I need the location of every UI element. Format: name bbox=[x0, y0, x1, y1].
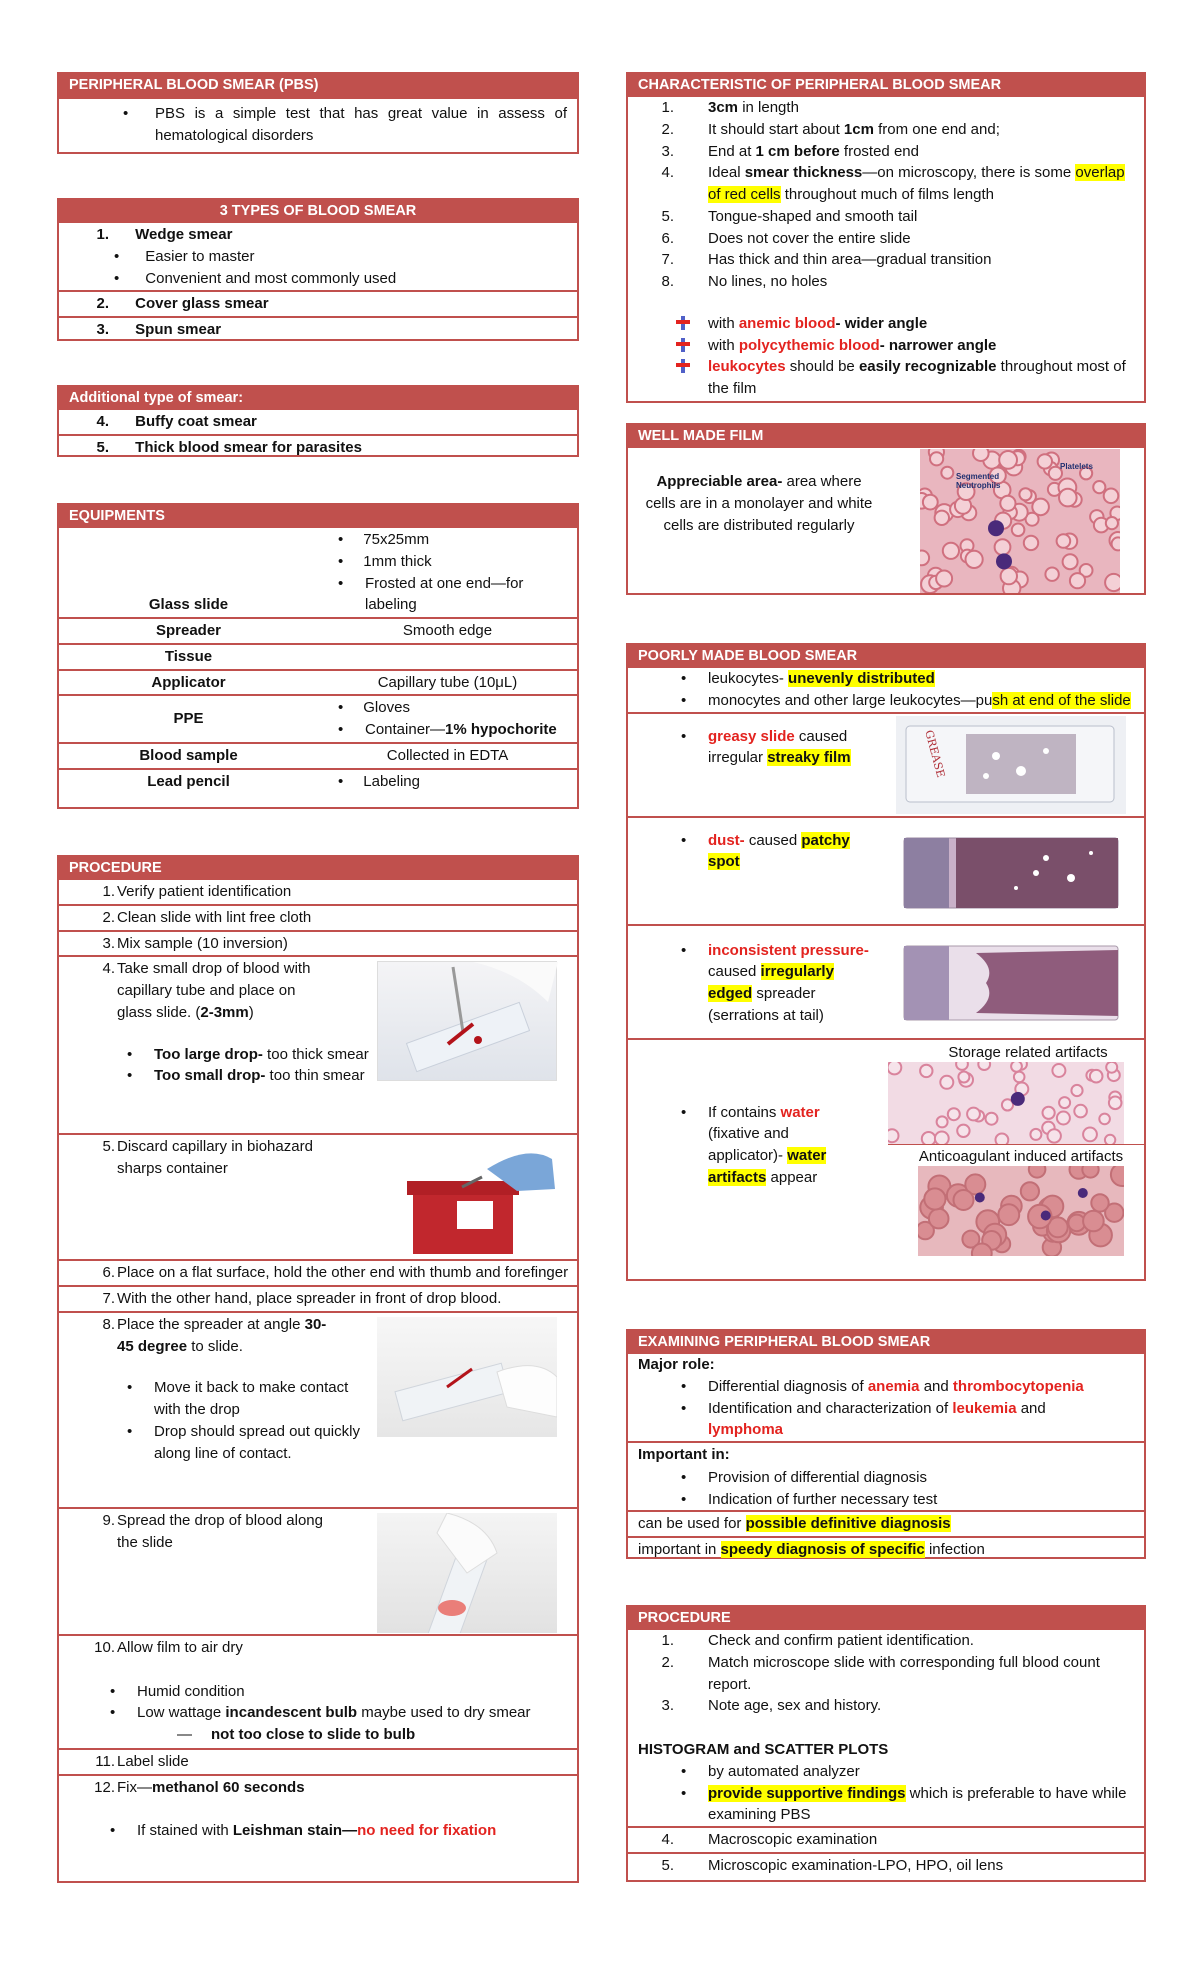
bullet-icon: • bbox=[681, 1399, 687, 1417]
procedure-step-8: 8. Place the spreader at angle 30-45 degree to slide. • Move it back to make contact with the drop • Drop should spread out quickly along line of contact. bbox=[59, 1311, 577, 1507]
histogram-item-2: • provide supportive findings which is preferable to have while examining PBS bbox=[681, 1784, 1127, 1824]
bullet-icon: • bbox=[110, 1682, 116, 1700]
red-blood-cell bbox=[1011, 1062, 1022, 1072]
histogram-item-1: • by automated analyzer bbox=[628, 1761, 1144, 1783]
red-blood-cell bbox=[978, 1062, 990, 1070]
angle-note-anemic: with anemic blood- wider angle bbox=[628, 313, 1144, 335]
equipment-row-tissue: Tissue bbox=[59, 644, 577, 670]
type-item-2: 2. Cover glass smear bbox=[59, 290, 577, 316]
red-blood-cell bbox=[930, 452, 943, 465]
red-blood-cell bbox=[1104, 489, 1119, 504]
red-blood-cell bbox=[1045, 568, 1058, 581]
red-blood-cell bbox=[1070, 573, 1085, 588]
red-blood-cell bbox=[924, 1188, 945, 1209]
red-blood-cell bbox=[1030, 1128, 1041, 1139]
poorly-item-uneven: • leukocytes- unevenly distributed bbox=[628, 668, 1144, 690]
red-blood-cell bbox=[1093, 481, 1105, 493]
red-blood-cell bbox=[922, 1132, 936, 1144]
blood-drop-photo bbox=[377, 961, 557, 1081]
red-blood-cell bbox=[935, 511, 949, 525]
pbs-section bbox=[57, 72, 579, 154]
equipment-row-lead-pencil: Lead pencil • Labeling bbox=[59, 769, 577, 794]
equipment-row-glass-slide: Glass slide • 75x25mm • 1mm thick • Frosted at one end—for labeling bbox=[148, 531, 524, 614]
red-blood-cell bbox=[986, 1112, 998, 1124]
additional-item-5: 5. Thick blood smear for parasites bbox=[59, 434, 577, 460]
bullet-icon: • bbox=[681, 1490, 687, 1508]
red-blood-cell bbox=[1105, 574, 1120, 591]
procedure-right-header: PROCEDURE bbox=[628, 1607, 1144, 1630]
procedure-step-1: 1. Verify patient identification bbox=[102, 883, 292, 901]
examining-header: EXAMINING PERIPHERAL BLOOD SMEAR bbox=[628, 1331, 1144, 1354]
equipment-row-ppe: PPE • Gloves • Container—1% hypochorite bbox=[59, 695, 577, 743]
additional-item-4: 4. Buffy coat smear bbox=[96, 413, 257, 431]
types-header: 3 TYPES OF BLOOD SMEAR bbox=[59, 200, 577, 223]
red-blood-cell bbox=[1074, 1104, 1087, 1117]
red-blood-cell bbox=[1071, 1084, 1082, 1095]
spread-drop-photo bbox=[377, 1513, 557, 1633]
pbs-header: PERIPHERAL BLOOD SMEAR (PBS) bbox=[59, 74, 577, 97]
procedure-right-step-3: 3. Note age, sex and history. bbox=[661, 1697, 882, 1715]
spreader-angle-photo bbox=[377, 1317, 557, 1437]
red-blood-cell bbox=[995, 539, 1011, 555]
white-blood-cell bbox=[1041, 1210, 1051, 1220]
red-blood-cell bbox=[888, 1062, 901, 1074]
bullet-icon: • bbox=[681, 831, 687, 849]
red-blood-cell bbox=[940, 1075, 953, 1088]
appreciable-area-text: Appreciable area- area where cells are in a monolayer and white cells are distributed regularly bbox=[645, 473, 873, 534]
major-role-label: Major role: bbox=[638, 1356, 715, 1374]
storage-artifacts-caption: Storage related artifacts bbox=[948, 1043, 1108, 1061]
sharps-container-illustration bbox=[377, 1139, 557, 1257]
red-blood-cell bbox=[1012, 524, 1025, 537]
procedure-header: PROCEDURE bbox=[59, 857, 577, 880]
neutrophils-label: Segmented Neutrophils bbox=[956, 472, 1001, 490]
procedure-section bbox=[57, 855, 579, 1883]
red-blood-cell bbox=[1014, 1071, 1025, 1082]
red-blood-cell bbox=[943, 543, 959, 559]
type-item-1: 1. Wedge smear • Easier to master • Convenient and most commonly used bbox=[59, 223, 577, 290]
bullet-icon: • bbox=[681, 1784, 687, 1802]
bullet-icon: • bbox=[110, 1704, 116, 1722]
definitive-diagnosis-row: can be used for possible definitive diagnosis bbox=[628, 1510, 1144, 1536]
red-blood-cell bbox=[998, 1204, 1019, 1225]
equipment-row-blood-sample: Blood sample Collected in EDTA bbox=[59, 743, 577, 769]
sharps-container-photo bbox=[377, 1139, 557, 1257]
red-blood-cell bbox=[1083, 1210, 1104, 1231]
well-made-film-micrograph bbox=[920, 449, 1120, 593]
arrow-bullet-icon bbox=[676, 338, 690, 352]
white-blood-cell bbox=[1078, 1188, 1088, 1198]
histogram-heading: HISTOGRAM and SCATTER PLOTS bbox=[638, 1741, 889, 1759]
spread-illustration bbox=[377, 1513, 557, 1633]
caption-divider bbox=[888, 1144, 1144, 1145]
equipments-table bbox=[59, 528, 577, 793]
major-role-item-1: • Differential diagnosis of anemia and thrombocytopenia bbox=[628, 1376, 1144, 1398]
red-blood-cell bbox=[1111, 1166, 1124, 1186]
procedure-step-10: 10. Allow film to air dry • Humid condition • Low wattage incandescent bulb maybe used to dry smear — not too close to slide to bulb bbox=[59, 1634, 577, 1748]
procedure-step-3: 3. Mix sample (10 inversion) bbox=[59, 930, 577, 956]
red-blood-cell bbox=[936, 571, 952, 587]
bullet-icon: • bbox=[338, 699, 344, 717]
additional-header: Additional type of smear: bbox=[59, 387, 577, 410]
red-blood-cell bbox=[929, 1208, 949, 1228]
red-blood-cell bbox=[1059, 1097, 1070, 1108]
greasy-slide-photo bbox=[896, 716, 1126, 814]
red-blood-cell bbox=[1109, 1096, 1122, 1109]
bullet-icon: • bbox=[338, 721, 344, 739]
red-blood-cell bbox=[1082, 1166, 1098, 1178]
red-blood-cell bbox=[1090, 1069, 1103, 1082]
bullet-icon: • bbox=[338, 531, 344, 549]
red-blood-cell bbox=[941, 467, 953, 479]
anticoagulant-artifacts-caption: Anticoagulant induced artifacts bbox=[918, 1147, 1124, 1165]
procedure-step-6: 6. Place on a flat surface, hold the other end with thumb and forefinger bbox=[59, 1259, 577, 1285]
dust-slide-photo bbox=[896, 828, 1126, 918]
red-blood-cell bbox=[966, 551, 983, 568]
poorly-item-monocytes: • monocytes and other large leukocytes—push at end of the slide bbox=[628, 690, 1144, 712]
white-blood-cell bbox=[1011, 1091, 1025, 1105]
bullet-icon: • bbox=[681, 1762, 687, 1780]
red-blood-cell bbox=[1091, 1194, 1108, 1211]
bullet-icon: • bbox=[127, 1067, 133, 1085]
procedure-step-12: 12. Fix—methanol 60 seconds • If stained with Leishman stain—no need for fixation bbox=[59, 1774, 577, 1844]
bullet-icon: • bbox=[338, 552, 344, 570]
red-blood-cell bbox=[954, 1190, 974, 1210]
red-blood-cell bbox=[1048, 1129, 1061, 1142]
poorly-item-greasy: • greasy slide caused irregular streaky film GREASE bbox=[628, 712, 1144, 816]
bullet-icon: • bbox=[681, 670, 687, 688]
bullet-icon: • bbox=[338, 574, 344, 592]
characteristic-item-7: 7. Has thick and thin area—gradual transition bbox=[661, 251, 992, 269]
type-sub-2: • Convenient and most commonly used bbox=[114, 269, 397, 287]
characteristic-item-4: 4. Ideal smear thickness—on microscopy, there is some overlap of red cells throughout much of films length bbox=[661, 164, 1125, 204]
types-section bbox=[57, 198, 579, 341]
red-blood-cell bbox=[1106, 517, 1118, 529]
major-role-item-2: • Identification and characterization of leukemia and lymphoma bbox=[681, 1399, 1046, 1439]
procedure-right-step-5: 5. Microscopic examination-LPO, HPO, oil lens bbox=[628, 1852, 1144, 1878]
anticoagulant-artifacts-micrograph bbox=[918, 1166, 1124, 1256]
equipments-header: EQUIPMENTS bbox=[59, 505, 577, 528]
poorly-item-dust: • dust- caused patchy spot bbox=[628, 816, 1144, 924]
red-blood-cell bbox=[1063, 554, 1078, 569]
white-blood-cell bbox=[996, 553, 1012, 569]
bullet-icon: • bbox=[681, 1103, 687, 1121]
red-blood-cell bbox=[1021, 1182, 1039, 1200]
procedure-step-5: 5. Discard capillary in biohazard sharps container bbox=[59, 1133, 577, 1259]
red-blood-cell bbox=[957, 1124, 969, 1136]
equipment-row-applicator: Applicator Capillary tube (10μL) bbox=[59, 670, 577, 696]
white-blood-cell bbox=[988, 520, 1004, 536]
bullet-icon: • bbox=[123, 105, 129, 123]
procedure-step-9: 9. Spread the drop of blood along the slide bbox=[59, 1507, 577, 1634]
bullet-icon: • bbox=[114, 247, 120, 265]
important-in-label: Important in: bbox=[628, 1441, 1144, 1467]
additional-section bbox=[57, 385, 579, 457]
characteristic-section bbox=[626, 72, 1146, 403]
procedure-step-7: 7. With the other hand, place spreader in front of drop blood. bbox=[59, 1285, 577, 1311]
type-sub-1: • Easier to master bbox=[114, 247, 255, 265]
procedure-step-4: 4. Take small drop of blood with capillary tube and place on glass slide. (2-3mm) • Too large drop- too thick smear • Too small drop- too thin smear bbox=[59, 955, 577, 1133]
too-small-drop-note: • Too small drop- too thin smear bbox=[59, 1065, 389, 1087]
important-item-2: • Indication of further necessary test bbox=[628, 1489, 1144, 1511]
red-blood-cell bbox=[958, 1071, 969, 1082]
red-blood-cell bbox=[972, 1243, 992, 1256]
equipments-section bbox=[57, 503, 579, 809]
red-blood-cell bbox=[956, 1062, 968, 1070]
characteristic-item-5: 5. Tongue-shaped and smooth tail bbox=[661, 207, 918, 225]
well-made-header: WELL MADE FILM bbox=[628, 425, 1144, 448]
examining-section bbox=[626, 1329, 1146, 1559]
red-blood-cell bbox=[1083, 1127, 1097, 1141]
red-blood-cell bbox=[1059, 489, 1077, 507]
red-blood-cell bbox=[1052, 1064, 1065, 1077]
bullet-icon: • bbox=[127, 1045, 133, 1063]
storage-artifacts-micrograph bbox=[888, 1062, 1124, 1144]
bullet-icon: • bbox=[681, 727, 687, 745]
red-blood-cell bbox=[1001, 568, 1017, 584]
red-blood-cell bbox=[1057, 534, 1071, 548]
arrow-bullet-icon bbox=[676, 359, 690, 373]
red-blood-cell bbox=[948, 1108, 960, 1120]
irregular-edge-slide-photo bbox=[896, 938, 1126, 1028]
too-large-drop-note: • Too large drop- too thick smear bbox=[59, 1044, 389, 1066]
bullet-icon: • bbox=[681, 1377, 687, 1395]
slide-handwritten-label: GREASE bbox=[922, 728, 948, 779]
red-blood-cell bbox=[1024, 536, 1038, 550]
characteristic-item-6: 6. Does not cover the entire slide bbox=[661, 229, 911, 247]
procedure-right-section bbox=[626, 1605, 1146, 1882]
poorly-item-water: Storage related artifacts Anticoagulant induced artifacts • If contains water (fixative and applicator)- water artifacts appear bbox=[628, 1038, 1144, 1256]
important-item-1: • Provision of differential diagnosis bbox=[628, 1467, 1144, 1489]
characteristic-item-1: 1. 3cm in length bbox=[661, 99, 799, 117]
characteristic-item-8: 8. No lines, no holes bbox=[661, 273, 828, 291]
red-blood-cell bbox=[1019, 488, 1031, 500]
procedure-step-11: 11. Label slide bbox=[59, 1748, 577, 1774]
red-blood-cell bbox=[1112, 537, 1120, 550]
dust-slide-illustration bbox=[896, 828, 1126, 918]
procedure-step-2: 2. Clean slide with lint free cloth bbox=[59, 904, 577, 930]
bullet-icon: • bbox=[681, 691, 687, 709]
type-item-3: 3. Spun smear bbox=[59, 316, 577, 342]
poorly-item-pressure: • inconsistent pressure- caused irregularly edged spreader (serrations at tail) bbox=[628, 924, 1144, 1038]
dash-icon: — bbox=[177, 1726, 192, 1744]
capillary-drop-illustration bbox=[378, 962, 558, 1082]
red-blood-cell bbox=[935, 1131, 949, 1144]
bullet-icon: • bbox=[338, 772, 344, 790]
red-blood-cell bbox=[1032, 499, 1049, 516]
leukocytes-note: leukocytes should be easily recognizable throughout most of the film bbox=[628, 356, 1144, 400]
red-blood-cell bbox=[1099, 1113, 1110, 1124]
bullet-icon: • bbox=[110, 1822, 116, 1840]
poorly-made-section bbox=[626, 643, 1146, 1281]
anticoag-cells-illustration bbox=[918, 1166, 1124, 1256]
red-blood-cell bbox=[937, 1116, 948, 1127]
red-blood-cell bbox=[1000, 496, 1015, 511]
bullet-icon: • bbox=[681, 941, 687, 959]
red-blood-cell bbox=[920, 1064, 932, 1076]
bullet-icon: • bbox=[681, 1468, 687, 1486]
characteristic-item-2: 2. It should start about 1cm from one end and; bbox=[661, 120, 1000, 138]
procedure-right-step-4: 4. Macroscopic examination bbox=[628, 1826, 1144, 1852]
irregular-edge-illustration bbox=[896, 938, 1126, 1028]
red-blood-cell bbox=[1057, 1111, 1070, 1124]
spreader-illustration bbox=[377, 1317, 557, 1437]
red-blood-cell bbox=[1043, 1106, 1055, 1118]
white-blood-cell bbox=[975, 1192, 985, 1202]
red-blood-cell bbox=[1106, 1062, 1117, 1073]
red-blood-cell bbox=[923, 495, 938, 510]
speedy-diagnosis-row: important in speedy diagnosis of specific infection bbox=[628, 1536, 1144, 1562]
red-blood-cell bbox=[996, 1133, 1009, 1144]
bullet-icon: • bbox=[127, 1379, 133, 1397]
equipment-row-spreader: Spreader Smooth edge bbox=[59, 618, 577, 644]
red-blood-cell bbox=[1029, 1166, 1046, 1178]
bullet-icon: • bbox=[114, 269, 120, 287]
characteristic-header: CHARACTERISTIC OF PERIPHERAL BLOOD SMEAR bbox=[628, 74, 1144, 97]
procedure-right-step-1: 1. Check and confirm patient identification. bbox=[661, 1632, 974, 1650]
red-blood-cell bbox=[888, 1129, 899, 1142]
angle-note-polycythemic: with polycythemic blood- narrower angle bbox=[628, 335, 1144, 357]
pbs-definition: • PBS is a simple test that has great value in assess of hematological disorders bbox=[59, 97, 577, 151]
red-blood-cell bbox=[1105, 1134, 1115, 1143]
procedure-right-step-2: 2. Match microscope slide with corresponding full blood count report. bbox=[661, 1653, 1100, 1693]
red-blood-cell bbox=[1038, 454, 1052, 468]
red-blood-cell bbox=[973, 449, 989, 461]
red-blood-cell bbox=[967, 1107, 980, 1120]
arrow-bullet-icon bbox=[676, 316, 690, 330]
well-made-film-section bbox=[626, 423, 1146, 595]
bullet-icon: • bbox=[127, 1422, 133, 1440]
poorly-made-header: POORLY MADE BLOOD SMEAR bbox=[628, 645, 1144, 668]
red-blood-cell bbox=[999, 451, 1017, 469]
characteristic-item-3: 3. End at 1 cm before frosted end bbox=[661, 142, 919, 160]
red-blood-cell bbox=[920, 551, 929, 566]
platelets-label: Platelets bbox=[1060, 462, 1093, 471]
storage-cells-illustration bbox=[888, 1062, 1124, 1144]
